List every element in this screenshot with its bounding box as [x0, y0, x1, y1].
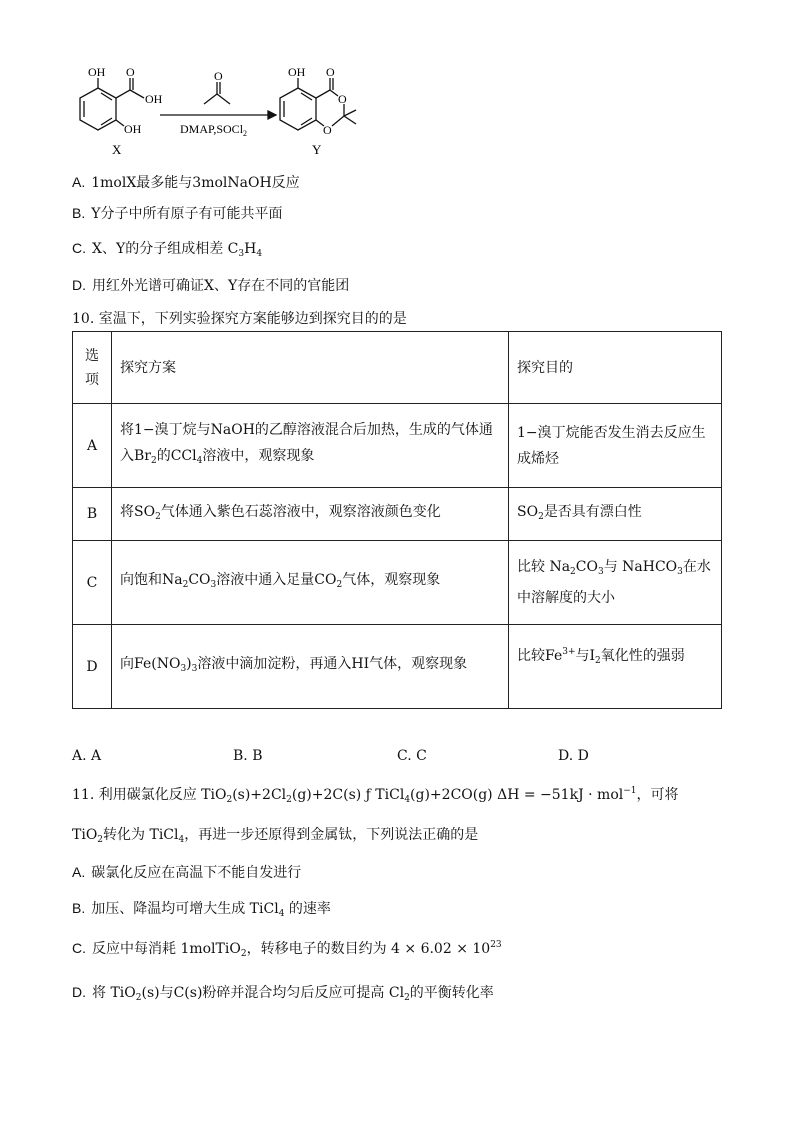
- x-label: X: [112, 142, 122, 157]
- y-o-carbonyl: O: [326, 65, 335, 79]
- q9-option-a[interactable]: A. 1molX最多能与3molNaOH反应: [72, 174, 300, 191]
- q11-option-a[interactable]: A. 碳氯化反应在高温下不能自发进行: [72, 864, 302, 881]
- plan-cell: 将1−溴丁烷与NaOH的乙醇溶液混合后加热，生成的气体通 入$Br_2$的CCl$_4$溶液中，观察现象: [112, 404, 509, 488]
- goal-cell: 1−溴丁烷能否发生消去反应生 成烯烃: [509, 404, 722, 488]
- q11-option-b[interactable]: B. 加压、降温均可增大生成 TiCl$_4$ 的速率: [72, 900, 331, 919]
- reaction-scheme: [60, 58, 360, 160]
- table-row: B 将$SO_2$气体通入紫色石蕊溶液中，观察溶液颜色变化 $SO_2$是否具有漂白性: [73, 488, 722, 541]
- y-oh-top: OH: [288, 65, 306, 79]
- q10-answer-c[interactable]: C. C: [397, 748, 427, 764]
- q9-option-b[interactable]: B. Y分子中所有原子有可能共平面: [72, 205, 283, 222]
- plan-cell: 向饱和$Na_2CO_3$溶液中通入足量$CO_2$气体，观察现象: [112, 541, 509, 625]
- q10-answer-d[interactable]: D. D: [558, 748, 589, 764]
- y-o-ring-2: O: [323, 123, 332, 137]
- header-option: 选 项: [73, 332, 112, 404]
- y-label: Y: [312, 142, 322, 157]
- y-o-ring-1: O: [338, 92, 347, 106]
- q11-option-d[interactable]: D. 将 TiO$_2$(s)与C(s)粉碎并混合均匀后反应可提高 $Cl_2$的平衡转化率: [72, 984, 494, 1003]
- q9-option-c[interactable]: C. X、Y的分子组成相差 $C_3H_4$: [72, 240, 263, 259]
- header-goal: 探究目的: [509, 332, 722, 404]
- x-oh-acid: OH: [145, 92, 163, 106]
- x-oh-bottom: OH: [124, 122, 142, 136]
- table-row: D 向$Fe(NO_3)_3$溶液中滴加淀粉，再通入HI气体，观察现象 比较$Fe^{3+}$与$I_2$氧化性的强弱: [73, 625, 722, 709]
- table-row: A 将1−溴丁烷与NaOH的乙醇溶液混合后加热，生成的气体通 入$Br_2$的CCl$_4$溶液中，观察现象 1−溴丁烷能否发生消去反应生 成烯烃: [73, 404, 722, 488]
- q10-answer-a[interactable]: A. A: [72, 748, 102, 764]
- x-o-carbonyl: O: [126, 65, 135, 79]
- table-row: C 向饱和$Na_2CO_3$溶液中通入足量$CO_2$气体，观察现象 比较 $Na_2CO_3$与 NaHCO$_3$在水 中溶解度的大小: [73, 541, 722, 625]
- goal-cell: 比较 $Na_2CO_3$与 NaHCO$_3$在水 中溶解度的大小: [509, 541, 722, 625]
- header-plan: 探究方案: [112, 332, 509, 404]
- q11-stem-line2: TiO$_2$转化为 TiCl$_4$，再进一步还原得到金属钛，下列说法正确的是: [72, 827, 479, 845]
- reagent-bottom: DMAP,SOCl$_2$: [180, 122, 248, 138]
- goal-cell: $SO_2$是否具有漂白性: [509, 488, 722, 541]
- x-oh-top: OH: [88, 65, 106, 79]
- reaction-arrow: [160, 111, 276, 119]
- q10-stem: 10. 室温下，下列实验探究方案能够边到探究目的的是: [72, 311, 407, 327]
- plan-cell: 向$Fe(NO_3)_3$溶液中滴加淀粉，再通入HI气体，观察现象: [112, 625, 509, 709]
- experiment-table: [72, 331, 722, 709]
- q11-option-c[interactable]: C. 反应中每消耗 1molTiO$_2$，转移电子的数目约为 $4 \times 6.02 \times 10^{23}$: [72, 940, 502, 959]
- q9-option-d[interactable]: D. 用红外光谱可确证X、Y存在不同的官能团: [72, 277, 350, 294]
- plan-cell: 将$SO_2$气体通入紫色石蕊溶液中，观察溶液颜色变化: [112, 488, 509, 541]
- table-header-row: [73, 332, 722, 404]
- acetone-structure: [204, 82, 230, 104]
- q10-answer-b[interactable]: B. B: [233, 748, 263, 764]
- goal-cell: 比较$Fe^{3+}$与$I_2$氧化性的强弱: [509, 625, 722, 709]
- acetone-o: O: [214, 69, 223, 83]
- q11-stem-line1: 11. 利用碳氯化反应 $TiO_2(s)+2Cl_2(g)+2C(s)$ ƒ TiCl$_4$(g)+2CO(g) ΔH = −51kJ · mol$^{-1}$，可将: [72, 786, 679, 805]
